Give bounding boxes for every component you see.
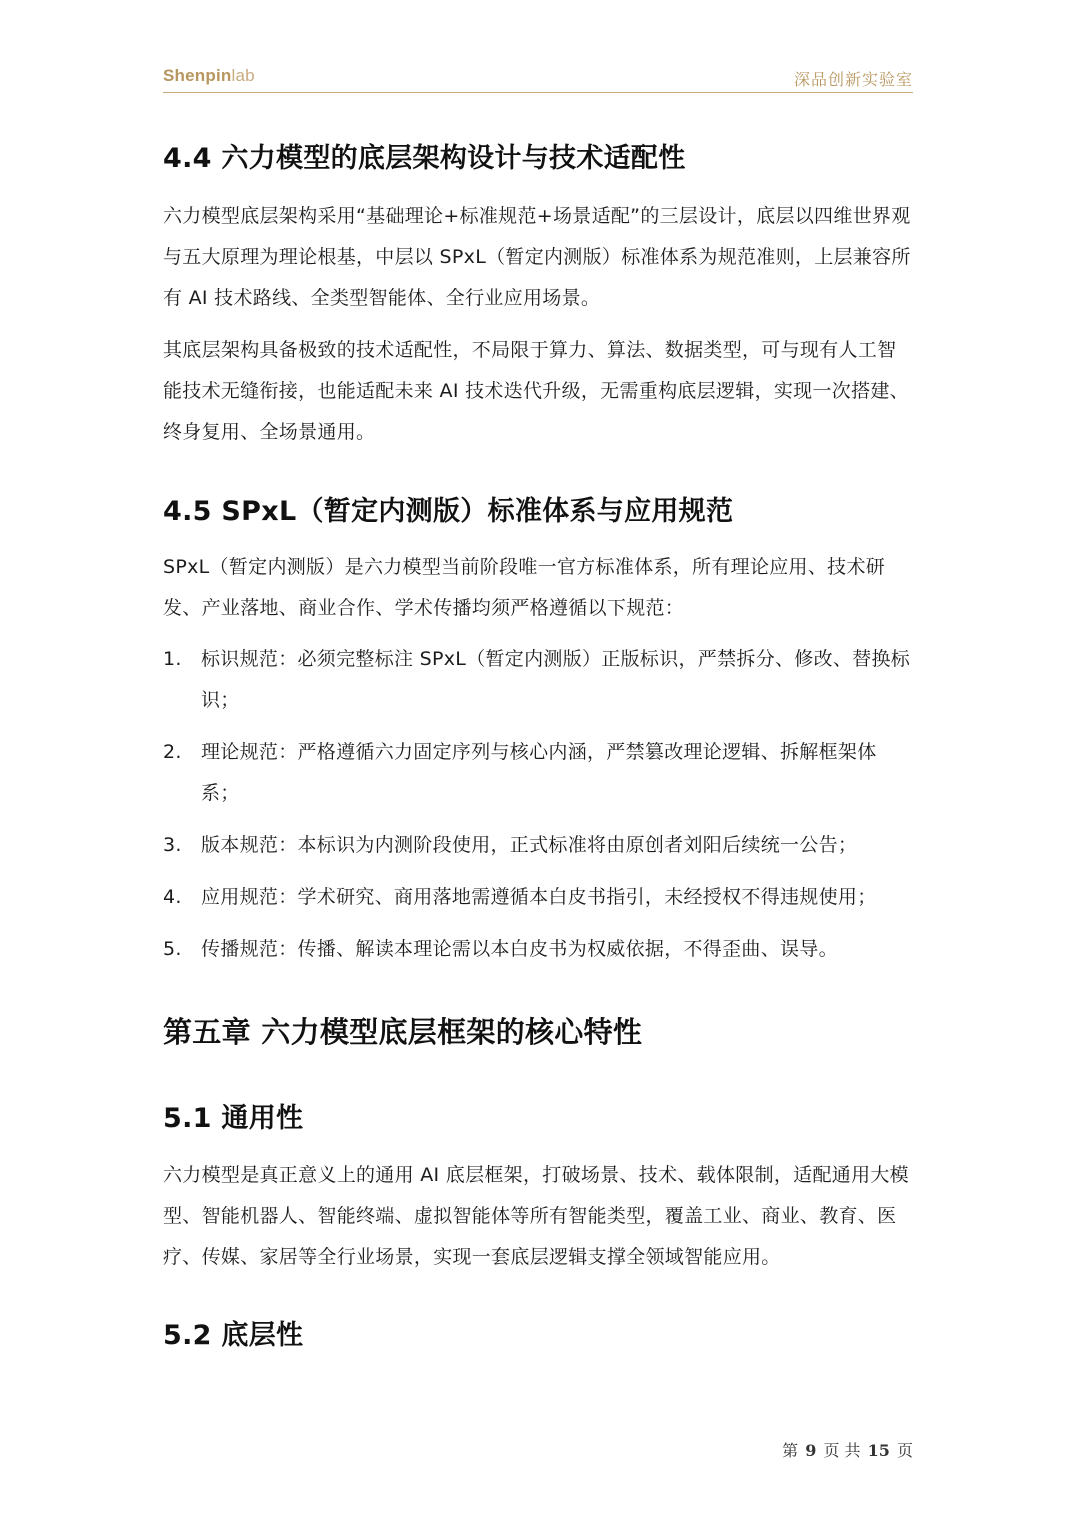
page-number-footer (782, 1438, 913, 1461)
footer-suffix: 页 (896, 1441, 913, 1460)
list-item (163, 639, 915, 721)
section-5-1-paragraph: 六力模型是真正意义上的通用 AI 底层框架，打破场景、技术、载体限制，适配通用大模型、智能机器人、智能终端、虚拟智能体等所有智能类型，覆盖工业、商业、教育、医疗、传媒、家居等全行业场景，实现一套底层逻辑支撑全领域智能应用。 (163, 1164, 909, 1268)
list-item-text: 应用规范：学术研究、商用落地需遵循本白皮书指引，未经授权不得违规使用； (201, 886, 877, 908)
total-page-count: 15 (867, 1441, 890, 1460)
section-4-5-intro: SPxL（暂定内测版）是六力模型当前阶段唯一官方标准体系，所有理论应用、技术研发、产业落地、商业合作、学术传播均须严格遵循以下规范： (163, 556, 886, 619)
brand-logo-bold: Shenpin (163, 66, 232, 85)
brand-logo (163, 66, 255, 86)
section-4-5-title: 4.5 SPxL（暂定内测版）标准体系与应用规范 (163, 496, 734, 527)
footer-prefix: 第 (782, 1441, 799, 1460)
list-item-text: 理论规范：严格遵循六力固定序列与核心内涵，严禁篡改理论逻辑、拆解框架体系； (201, 741, 877, 804)
footer-middle: 页 共 (823, 1441, 861, 1460)
chapter-5-title: 第五章 六力模型底层框架的核心特性 (163, 1015, 643, 1049)
list-item-text: 版本规范：本标识为内测阶段使用，正式标准将由原创者刘阳后续统一公告； (201, 834, 858, 856)
list-item-number: 2. (163, 741, 182, 763)
list-item (163, 877, 915, 918)
section-4-4-title: 4.4 六力模型的底层架构设计与技术适配性 (163, 143, 686, 174)
list-item-number: 4. (163, 886, 182, 908)
current-page-number: 9 (805, 1441, 817, 1460)
list-item (163, 732, 915, 814)
lab-name: 深品创新实验室 (793, 70, 913, 89)
list-item (163, 825, 915, 866)
list-item-number: 3. (163, 834, 182, 856)
section-4-4-paragraph-2: 其底层架构具备极致的技术适配性，不局限于算力、算法、数据类型，可与现有人工智能技术无缝衔接，也能适配未来 AI 技术迭代升级，无需重构底层逻辑，实现一次搭建、终身复用、全场景通用。 (163, 339, 909, 443)
list-item (163, 929, 915, 970)
list-item-number: 1. (163, 648, 182, 670)
section-5-2-title: 5.2 底层性 (163, 1320, 304, 1351)
page-header (163, 62, 913, 93)
list-item-text: 标识规范：必须完整标注 SPxL（暂定内测版）正版标识，严禁拆分、修改、替换标识； (201, 648, 911, 711)
list-item-number: 5. (163, 938, 182, 960)
section-5-1-title: 5.1 通用性 (163, 1103, 304, 1134)
list-item-text: 传播规范：传播、解读本理论需以本白皮书为权威依据，不得歪曲、误导。 (201, 938, 838, 960)
brand-logo-light: lab (231, 66, 255, 85)
section-4-4-paragraph-1: 六力模型底层架构采用“基础理论+标准规范+场景适配”的三层设计，底层以四维世界观与五大原理为理论根基，中层以 SPxL（暂定内测版）标准体系为规范准则，上层兼容所有 AI 技术路线、全类型智能体、全行业应用场景。 (163, 205, 911, 309)
